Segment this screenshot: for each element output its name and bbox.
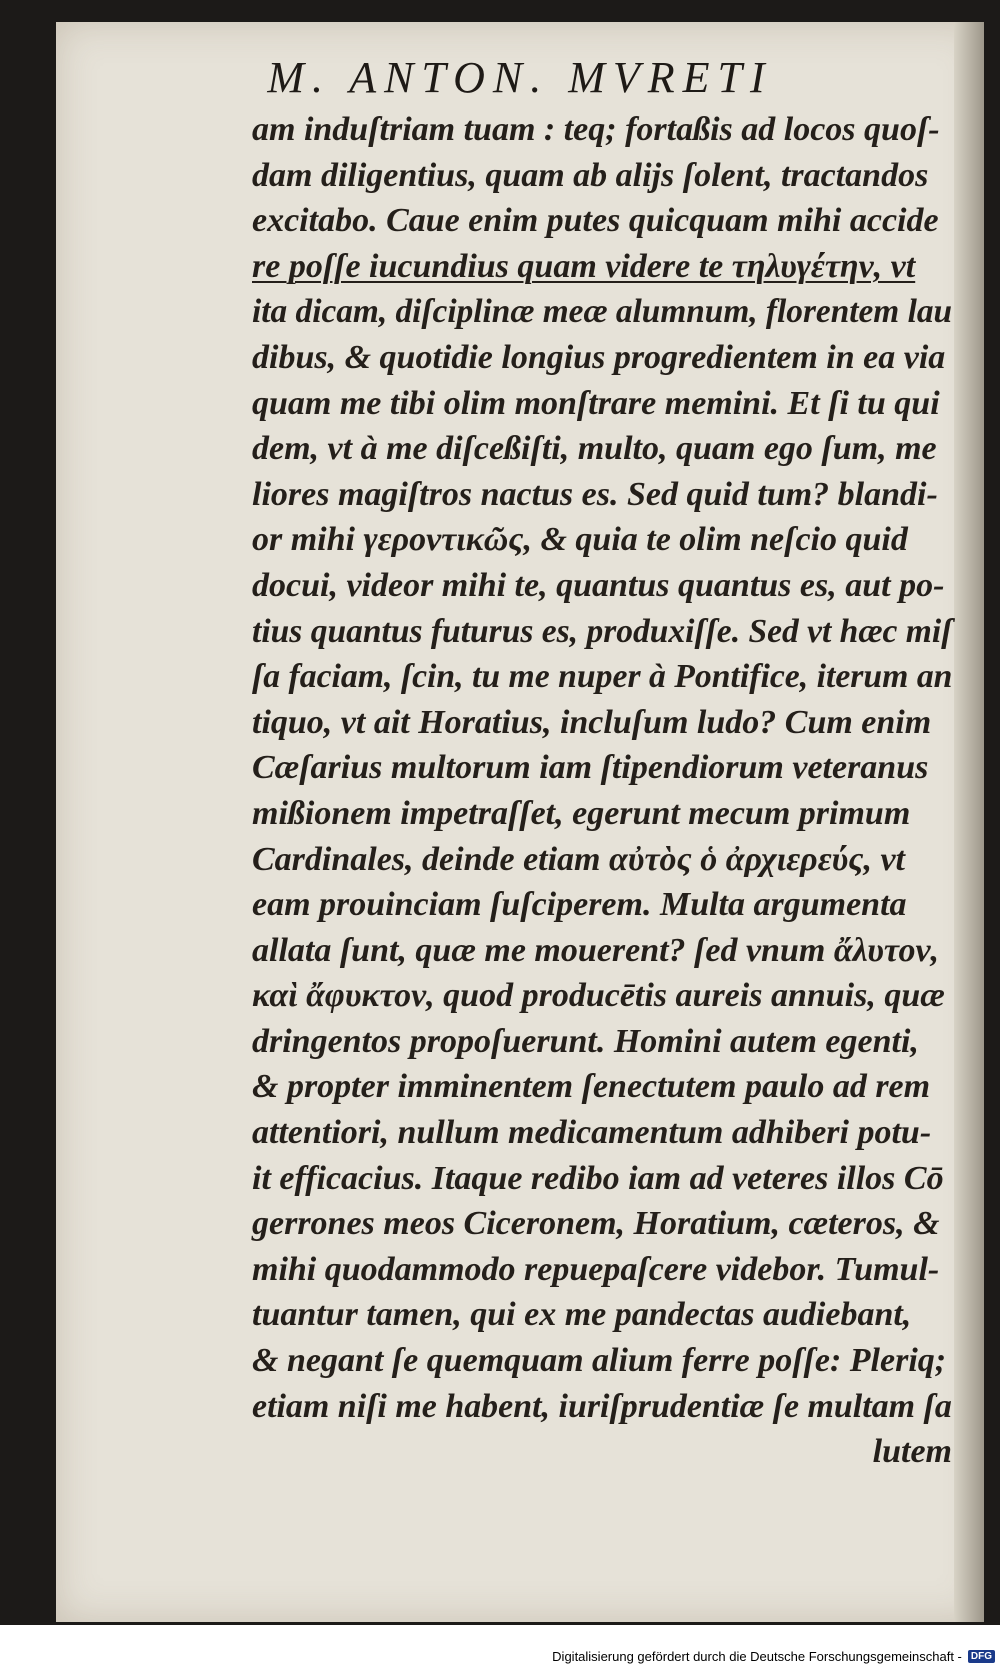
text-line: eam prouinciam ſuſciperem. Multa argumenta bbox=[252, 886, 907, 924]
text-line: dibus, & quotidie longius progredientem in ea via bbox=[252, 338, 946, 376]
text-line: tiquo, vt ait Horatius, incluſum ludo? Cum enim bbox=[252, 703, 932, 741]
catchword: lutem bbox=[872, 1433, 952, 1471]
running-head: M. ANTON. MVRETI bbox=[267, 53, 773, 102]
text-line: Cæſarius multorum iam ſtipendiorum veteranus bbox=[252, 749, 929, 787]
text-line: it efficacius. Itaque redibo iam ad veteres illos Cō bbox=[252, 1159, 944, 1197]
text-line: quam me tibi olim monſtrare memini. Et ſi tu qui bbox=[252, 384, 940, 422]
text-block bbox=[252, 107, 952, 1475]
text-line: docui, videor mihi te, quantus quantus es, aut po- bbox=[252, 566, 945, 604]
text-line: gerrones meos Ciceronem, Horatium, cæteros, & bbox=[252, 1205, 940, 1243]
text-line: ſa faciam, ſcin, tu me nuper à Pontifice, iterum an bbox=[252, 658, 953, 696]
text-line: liores magiſtros nactus es. Sed quid tum? blandi- bbox=[252, 475, 938, 513]
text-line: am induſtriam tuam : teq; fortaßis ad locos quoſ- bbox=[252, 111, 940, 148]
text-line: tuantur tamen, qui ex me pandectas audiebant, bbox=[252, 1296, 912, 1334]
text-line: excitabo. Caue enim putes quicquam mihi accide bbox=[252, 202, 939, 240]
text-line: attentiori, nullum medicamentum adhiberi potu- bbox=[252, 1114, 932, 1152]
text-line: ita dicam, diſciplinæ meæ alumnum, florentem lau bbox=[252, 293, 953, 331]
text-line: dringentos propoſuerunt. Homini autem egenti, bbox=[252, 1022, 919, 1060]
dfg-logo-icon: DFG bbox=[968, 1650, 995, 1663]
text-line: mißionem impetraſſet, egerunt mecum primum bbox=[252, 794, 911, 832]
text-line: Cardinales, deinde etiam αὐτὸς ὁ ἀρχιερεύς, vt bbox=[252, 840, 905, 878]
text-line: & negant ſe quemquam alium ferre poſſe: Pleriq; bbox=[252, 1342, 947, 1380]
page-edge bbox=[954, 22, 984, 1622]
text-line: etiam niſi me habent, iuriſprudentiæ ſe multam ſa bbox=[252, 1387, 952, 1425]
text-line-underlined: re poſſe iucundius quam videre te τηλυγέτην, vt bbox=[252, 247, 916, 285]
text-line: & propter imminentem ſenectutem paulo ad rem bbox=[252, 1068, 931, 1106]
footer bbox=[552, 1649, 995, 1664]
text-line: καὶ ἄφυκτον, quod producētis aureis annuis, quæ bbox=[252, 977, 945, 1015]
text-line: or mihi γεροντικῶς, & quia te olim neſcio quid bbox=[252, 521, 908, 559]
text-line: allata ſunt, quæ me mouerent? ſed vnum ἄλυτον, bbox=[252, 931, 940, 969]
footer-text: Digitalisierung gefördert durch die Deutsche Forschungsgemeinschaft - bbox=[552, 1649, 962, 1664]
text-line: mihi quodammodo repuераſcere videbor. Tumul- bbox=[252, 1250, 940, 1288]
text-line: dam diligentius, quam ab alijs ſolent, tractandos bbox=[252, 156, 929, 194]
text-line: dem, vt à me diſceßiſti, multo, quam ego ſum, me bbox=[252, 430, 937, 468]
text-line: tius quantus futurus es, produxiſſe. Sed vt hæc miſ bbox=[252, 612, 953, 650]
book-page bbox=[56, 22, 984, 1622]
